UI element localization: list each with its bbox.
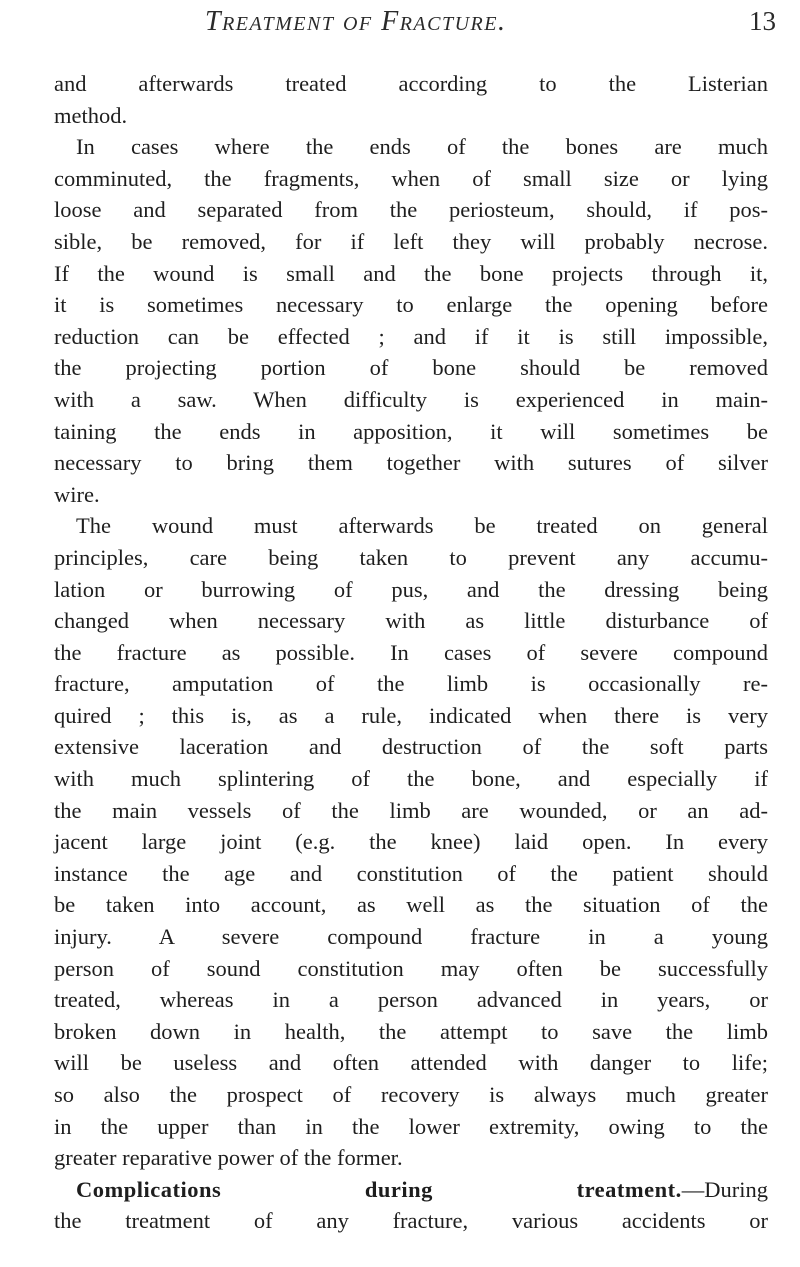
text-line: reduction can be effected ; and if it is still impossible,	[54, 323, 768, 349]
body-text	[54, 68, 768, 1237]
running-head	[0, 6, 800, 46]
text-line: will be useless and often attended with danger to life;	[54, 1050, 768, 1076]
text-line: with a saw. When difficulty is experienced in main-	[54, 386, 768, 412]
text-line: wire.	[54, 481, 100, 507]
text-line: person of sound constitution may often be successfully	[54, 955, 768, 981]
text-line: the treatment of any fracture, various accidents or	[54, 1208, 768, 1234]
text-line: taining the ends in apposition, it will sometimes be	[54, 418, 768, 444]
paragraph	[54, 510, 768, 1173]
text-line: and afterwards treated according to the Listerian	[54, 71, 768, 96]
text-line: necessary to bring them together with sutures of silver	[54, 450, 768, 476]
running-title: Treatment of Fracture.	[205, 6, 507, 37]
text-line: jacent large joint (e.g. the knee) laid open. In every	[54, 829, 768, 855]
text-line: sible, be removed, for if left they will probably necrose.	[54, 228, 768, 254]
text-line: with much splintering of the bone, and especially if	[54, 766, 768, 792]
text-line: In cases where the ends of the bones are much	[76, 134, 768, 160]
text-line: be taken into account, as well as the situation of the	[54, 892, 768, 918]
text-line: treated, whereas in a person advanced in years, or	[54, 987, 768, 1013]
text-line: principles, care being taken to prevent any accumu-	[54, 544, 768, 570]
text-line: instance the age and constitution of the patient should	[54, 860, 768, 886]
text-line: changed when necessary with as little disturbance of	[54, 608, 768, 634]
text-line: lation or burrowing of pus, and the dressing being	[54, 576, 768, 602]
text-line: the projecting portion of bone should be removed	[54, 355, 768, 381]
text-line: in the upper than in the lower extremity, owing to the	[54, 1113, 768, 1139]
text-line: If the wound is small and the bone projects through it,	[54, 260, 768, 286]
text-line: so also the prospect of recovery is always much greater	[54, 1082, 768, 1107]
text-line: broken down in health, the attempt to save the limb	[54, 1018, 768, 1044]
text-line: the main vessels of the limb are wounded, or an ad-	[54, 797, 768, 823]
paragraph	[54, 131, 768, 510]
text-line: method.	[54, 102, 128, 128]
paragraph	[54, 1174, 768, 1237]
text-line: extensive laceration and destruction of the soft parts	[54, 734, 768, 760]
text-line: fracture, amputation of the limb is occasionally re-	[54, 671, 768, 697]
section-heading: Complications during treatment.	[76, 1176, 682, 1202]
text-line: the fracture as possible. In cases of severe compound	[54, 639, 768, 665]
section-heading-line	[54, 1174, 768, 1206]
section-lead-text: —During	[681, 1176, 768, 1202]
text-line: comminuted, the fragments, when of small size or lying	[54, 165, 768, 191]
text-line: greater reparative power of the former.	[54, 1145, 403, 1171]
text-line: it is sometimes necessary to enlarge the opening before	[54, 292, 768, 318]
text-line: loose and separated from the periosteum, should, if pos-	[54, 197, 768, 223]
text-line: injury. A severe compound fracture in a young	[54, 924, 768, 950]
paragraph	[54, 68, 768, 131]
text-line: The wound must afterwards be treated on general	[76, 513, 768, 539]
text-line: quired ; this is, as a rule, indicated when there is very	[54, 702, 768, 728]
page-number: 13	[749, 6, 776, 36]
